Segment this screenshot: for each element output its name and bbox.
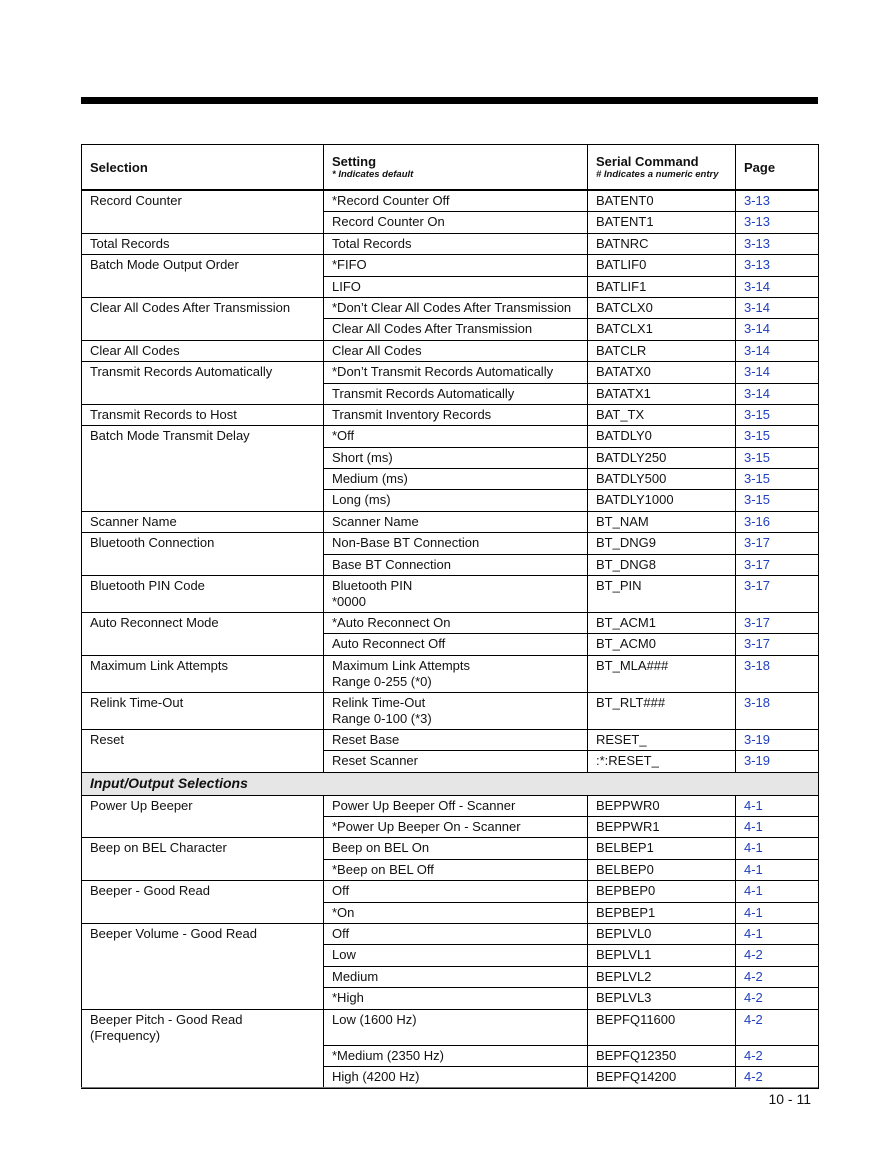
table-row — [82, 795, 819, 816]
table-row — [82, 613, 819, 634]
setting-cell: Transmit Inventory Records — [324, 404, 588, 425]
serial-command-cell: RESET_ — [588, 729, 736, 750]
selection-cell — [82, 816, 324, 837]
serial-command-cell: BATATX0 — [588, 362, 736, 383]
setting-cell: Non-Base BT Connection — [324, 533, 588, 554]
table-row — [82, 533, 819, 554]
table-row — [82, 255, 819, 276]
page-link[interactable]: 4-2 — [736, 1046, 819, 1067]
page-link[interactable]: 3-17 — [736, 554, 819, 575]
table-row — [82, 816, 819, 837]
header-serial-command: Serial Command # Indicates a numeric entry — [588, 145, 736, 191]
table-row — [82, 576, 819, 613]
selection-cell: Batch Mode Transmit Delay — [82, 426, 324, 447]
setting-cell: High (4200 Hz) — [324, 1067, 588, 1088]
serial-command-cell: BEPPWR0 — [588, 795, 736, 816]
serial-command-cell: BEPFQ12350 — [588, 1046, 736, 1067]
page-link[interactable]: 4-2 — [736, 988, 819, 1009]
serial-command-cell: BT_DNG8 — [588, 554, 736, 575]
selection-cell: Transmit Records Automatically — [82, 362, 324, 383]
serial-command-cell: BT_DNG9 — [588, 533, 736, 554]
table-row — [82, 881, 819, 902]
setting-cell: Bluetooth PIN *0000 — [324, 576, 588, 613]
table-row — [82, 469, 819, 490]
selection-cell: Batch Mode Output Order — [82, 255, 324, 276]
setting-cell: *Beep on BEL Off — [324, 859, 588, 880]
page-link[interactable]: 3-14 — [736, 340, 819, 361]
table-row — [82, 447, 819, 468]
page-link[interactable]: 4-1 — [736, 838, 819, 859]
table-row — [82, 988, 819, 1009]
serial-command-cell: BEPPWR1 — [588, 816, 736, 837]
serial-command-cell: BATLIF1 — [588, 276, 736, 297]
table-row — [82, 554, 819, 575]
table-row — [82, 190, 819, 212]
page-link[interactable]: 4-1 — [736, 859, 819, 880]
table-row — [82, 1009, 819, 1046]
selection-cell — [82, 751, 324, 772]
serial-command-cell: BT_ACM0 — [588, 634, 736, 655]
table-row — [82, 340, 819, 361]
serial-command-cell: BT_NAM — [588, 511, 736, 532]
serial-command-cell: BEPLVL3 — [588, 988, 736, 1009]
setting-cell: Record Counter On — [324, 212, 588, 233]
selection-cell: Maximum Link Attempts — [82, 655, 324, 692]
selection-cell: Reset — [82, 729, 324, 750]
table-row — [82, 902, 819, 923]
setting-cell: *On — [324, 902, 588, 923]
setting-cell: *FIFO — [324, 255, 588, 276]
serial-command-cell: BATCLR — [588, 340, 736, 361]
table-row — [82, 859, 819, 880]
serial-command-cell: BATENT1 — [588, 212, 736, 233]
table-row — [82, 692, 819, 729]
serial-command-cell: BEPBEP1 — [588, 902, 736, 923]
selection-cell: Beep on BEL Character — [82, 838, 324, 859]
table-row — [82, 1067, 819, 1088]
page-link[interactable]: 3-17 — [736, 613, 819, 634]
setting-cell: *Auto Reconnect On — [324, 613, 588, 634]
setting-cell: Total Records — [324, 233, 588, 254]
header-setting-note: * Indicates default — [332, 169, 414, 180]
setting-cell: Medium — [324, 966, 588, 987]
selection-cell — [82, 945, 324, 966]
table-row — [82, 490, 819, 511]
selection-cell — [82, 319, 324, 340]
selection-cell — [82, 1067, 324, 1088]
selection-cell: Beeper Volume - Good Read — [82, 923, 324, 944]
page-link[interactable]: 3-13 — [736, 190, 819, 212]
setting-cell: LIFO — [324, 276, 588, 297]
page-link[interactable]: 3-13 — [736, 212, 819, 233]
page-number: 10 - 11 — [768, 1091, 811, 1107]
table-row — [82, 751, 819, 772]
table-row — [82, 233, 819, 254]
serial-command-cell: BATDLY0 — [588, 426, 736, 447]
page-link[interactable]: 3-17 — [736, 533, 819, 554]
setting-cell: Clear All Codes After Transmission — [324, 319, 588, 340]
page-link[interactable]: 3-14 — [736, 297, 819, 318]
serial-command-cell: BATCLX1 — [588, 319, 736, 340]
table-row — [82, 319, 819, 340]
selection-cell — [82, 383, 324, 404]
page-link[interactable]: 3-15 — [736, 404, 819, 425]
setting-cell: Clear All Codes — [324, 340, 588, 361]
header-page: Page — [736, 145, 819, 191]
table-header-row — [82, 145, 819, 191]
page-link[interactable]: 3-13 — [736, 255, 819, 276]
section-title: Input/Output Selections — [82, 772, 819, 795]
page-link[interactable]: 3-17 — [736, 576, 819, 613]
page-link[interactable]: 4-1 — [736, 816, 819, 837]
table-row — [82, 511, 819, 532]
table-row — [82, 634, 819, 655]
page-link[interactable]: 3-14 — [736, 276, 819, 297]
page-link[interactable]: 4-1 — [736, 923, 819, 944]
selection-cell — [82, 447, 324, 468]
selection-cell: Total Records — [82, 233, 324, 254]
page-link[interactable]: 3-14 — [736, 319, 819, 340]
setting-cell: Off — [324, 881, 588, 902]
table-row — [82, 404, 819, 425]
serial-command-cell: BEPLVL0 — [588, 923, 736, 944]
header-selection: Selection — [82, 145, 324, 191]
header-setting: Setting * Indicates default — [324, 145, 588, 191]
page-link[interactable]: 4-1 — [736, 795, 819, 816]
serial-command-cell: BT_RLT### — [588, 692, 736, 729]
selection-cell — [82, 490, 324, 511]
setting-cell: *Medium (2350 Hz) — [324, 1046, 588, 1067]
serial-command-cell: :*:RESET_ — [588, 751, 736, 772]
setting-cell: *Off — [324, 426, 588, 447]
setting-cell: Base BT Connection — [324, 554, 588, 575]
serial-command-cell: BATLIF0 — [588, 255, 736, 276]
setting-cell: Transmit Records Automatically — [324, 383, 588, 404]
page-link[interactable]: 4-2 — [736, 966, 819, 987]
table-body — [82, 190, 819, 1088]
selection-cell: Beeper - Good Read — [82, 881, 324, 902]
serial-command-cell: BAT_TX — [588, 404, 736, 425]
page-link[interactable]: 3-15 — [736, 490, 819, 511]
serial-command-cell: BATATX1 — [588, 383, 736, 404]
serial-command-cell: BATCLX0 — [588, 297, 736, 318]
serial-command-table — [81, 144, 819, 1089]
page-link[interactable]: 4-1 — [736, 881, 819, 902]
serial-command-cell: BT_MLA### — [588, 655, 736, 692]
table-row — [82, 1046, 819, 1067]
selection-cell: Scanner Name — [82, 511, 324, 532]
setting-cell: Maximum Link Attempts Range 0-255 (*0) — [324, 655, 588, 692]
table-row — [82, 923, 819, 944]
serial-command-cell: BT_ACM1 — [588, 613, 736, 634]
setting-cell: Relink Time-Out Range 0-100 (*3) — [324, 692, 588, 729]
page-link[interactable]: 4-2 — [736, 1009, 819, 1046]
serial-command-cell: BT_PIN — [588, 576, 736, 613]
table-row — [82, 655, 819, 692]
setting-cell: Long (ms) — [324, 490, 588, 511]
page-link[interactable]: 4-1 — [736, 902, 819, 923]
selection-cell: Auto Reconnect Mode — [82, 613, 324, 634]
setting-cell: *Don’t Transmit Records Automatically — [324, 362, 588, 383]
selection-cell — [82, 276, 324, 297]
setting-cell: Scanner Name — [324, 511, 588, 532]
table-row — [82, 383, 819, 404]
table-row — [82, 838, 819, 859]
serial-command-cell: BEPFQ11600 — [588, 1009, 736, 1046]
setting-cell: *Power Up Beeper On - Scanner — [324, 816, 588, 837]
serial-command-cell: BELBEP1 — [588, 838, 736, 859]
page-link[interactable]: 4-2 — [736, 1067, 819, 1088]
selection-cell — [82, 212, 324, 233]
page-link[interactable]: 3-18 — [736, 655, 819, 692]
setting-cell: Medium (ms) — [324, 469, 588, 490]
page-link[interactable]: 3-15 — [736, 469, 819, 490]
table-row — [82, 966, 819, 987]
setting-cell: Reset Base — [324, 729, 588, 750]
selection-cell: Relink Time-Out — [82, 692, 324, 729]
page-link[interactable]: 3-14 — [736, 362, 819, 383]
page-link[interactable]: 3-14 — [736, 383, 819, 404]
table-row — [82, 276, 819, 297]
setting-cell: *Record Counter Off — [324, 190, 588, 212]
serial-command-cell: BATDLY250 — [588, 447, 736, 468]
table-row — [82, 297, 819, 318]
setting-cell: *Don’t Clear All Codes After Transmission — [324, 297, 588, 318]
selection-cell — [82, 634, 324, 655]
setting-cell: Auto Reconnect Off — [324, 634, 588, 655]
serial-command-cell: BEPLVL1 — [588, 945, 736, 966]
serial-command-cell: BEPLVL2 — [588, 966, 736, 987]
setting-cell: Low (1600 Hz) — [324, 1009, 588, 1046]
serial-command-cell: BEPBEP0 — [588, 881, 736, 902]
setting-cell: Power Up Beeper Off - Scanner — [324, 795, 588, 816]
serial-command-cell: BATENT0 — [588, 190, 736, 212]
page-link[interactable]: 3-19 — [736, 729, 819, 750]
selection-cell: Bluetooth Connection — [82, 533, 324, 554]
selection-cell — [82, 859, 324, 880]
page-link[interactable]: 3-17 — [736, 634, 819, 655]
serial-command-cell: BELBEP0 — [588, 859, 736, 880]
selection-cell — [82, 469, 324, 490]
serial-command-cell: BATDLY1000 — [588, 490, 736, 511]
page-link[interactable]: 3-15 — [736, 426, 819, 447]
top-rule — [81, 97, 818, 104]
selection-cell — [82, 966, 324, 987]
serial-command-cell: BATNRC — [588, 233, 736, 254]
selection-cell: Clear All Codes After Transmission — [82, 297, 324, 318]
setting-cell: Reset Scanner — [324, 751, 588, 772]
setting-cell: Off — [324, 923, 588, 944]
selection-cell: Bluetooth PIN Code — [82, 576, 324, 613]
page-link[interactable]: 3-15 — [736, 447, 819, 468]
table-row — [82, 362, 819, 383]
table-row — [82, 212, 819, 233]
page-link[interactable]: 3-18 — [736, 692, 819, 729]
selection-cell: Power Up Beeper — [82, 795, 324, 816]
serial-command-cell: BATDLY500 — [588, 469, 736, 490]
footer-rule — [81, 1087, 818, 1088]
setting-cell: *High — [324, 988, 588, 1009]
selection-cell: Beeper Pitch - Good Read (Frequency) — [82, 1009, 324, 1046]
section-header-row — [82, 772, 819, 795]
serial-command-cell: BEPFQ14200 — [588, 1067, 736, 1088]
page-link[interactable]: 3-16 — [736, 511, 819, 532]
selection-cell: Record Counter — [82, 190, 324, 212]
selection-cell — [82, 988, 324, 1009]
setting-cell: Short (ms) — [324, 447, 588, 468]
setting-cell: Low — [324, 945, 588, 966]
selection-cell — [82, 1046, 324, 1067]
table-row — [82, 729, 819, 750]
header-serial-note: # Indicates a numeric entry — [596, 169, 719, 180]
page-link[interactable]: 3-13 — [736, 233, 819, 254]
page-link[interactable]: 3-19 — [736, 751, 819, 772]
setting-cell: Beep on BEL On — [324, 838, 588, 859]
selection-cell — [82, 554, 324, 575]
selection-cell — [82, 902, 324, 923]
selection-cell: Clear All Codes — [82, 340, 324, 361]
page-link[interactable]: 4-2 — [736, 945, 819, 966]
table-row — [82, 945, 819, 966]
table-row — [82, 426, 819, 447]
selection-cell: Transmit Records to Host — [82, 404, 324, 425]
